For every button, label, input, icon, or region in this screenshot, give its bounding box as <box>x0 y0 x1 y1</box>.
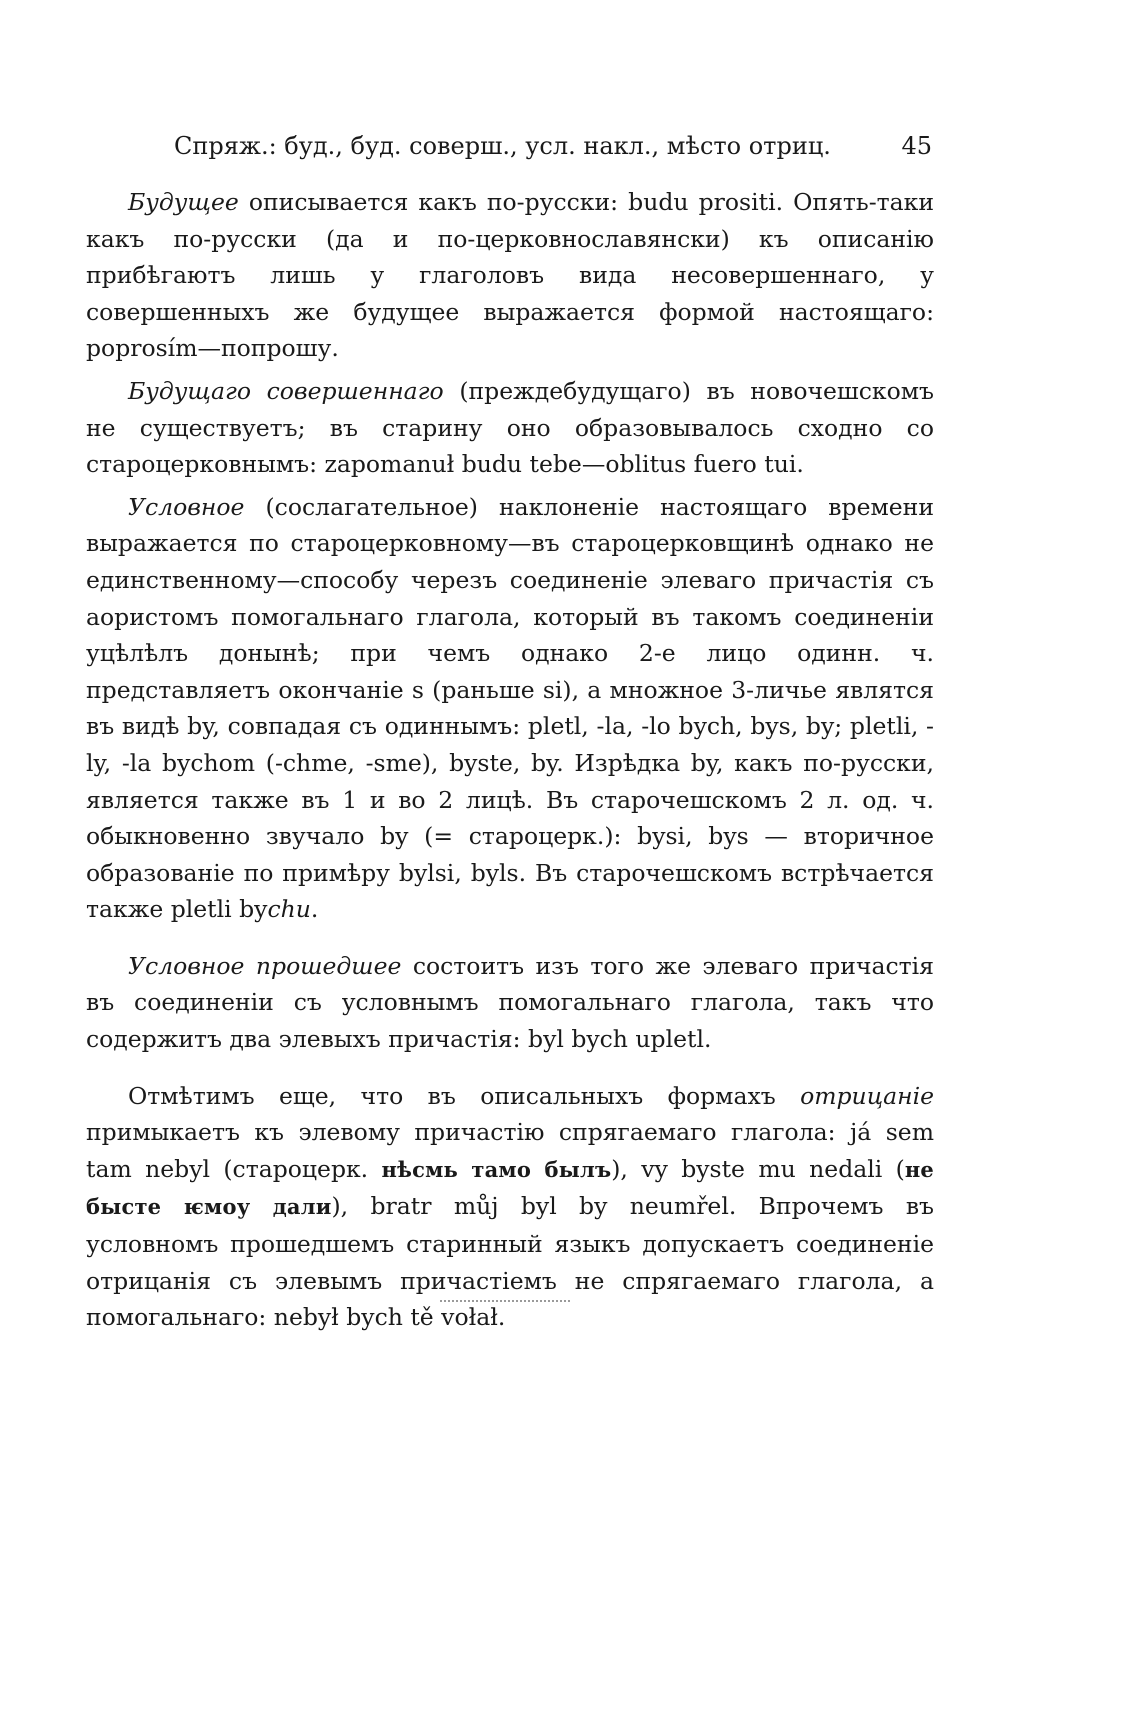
end-ornament <box>440 1300 570 1302</box>
paragraph-future-perfect <box>86 373 934 483</box>
church-slavonic-example-2: не бысте ѥмоу дали <box>86 1156 934 1220</box>
term-negation: отрицаніе <box>800 1081 934 1110</box>
paragraph-text-3: ), bratr můj byl by neumřel. Впрочемъ въ условномъ прошедшемъ старинный языкъ допускаетъ соединеніе отрицанія съ элевымъ причастіемъ не спрягаемаго глагола, а помогальнаго: nebył bych tě vołał. <box>86 1192 934 1332</box>
paragraph-text: состоитъ изъ того же элеваго причастія въ соединеніи съ условнымъ помогальнаго глагола, такъ что содержитъ два элевыхъ причастія: byl bych upletl. <box>86 951 934 1054</box>
term-conditional: Условное <box>128 492 245 521</box>
paragraph-conditional <box>86 489 934 928</box>
paragraph-intro: Отмѣтимъ еще, что въ описальныхъ формахъ <box>128 1081 801 1110</box>
paragraph-text: примыкаетъ къ элевому причастію спрягаемаго глагола: já sem tam nebyl (староцерк. <box>86 1118 934 1183</box>
paragraph-end: . <box>310 895 319 924</box>
running-header <box>174 130 932 162</box>
term-conditional-past: Условное прошедшее <box>128 951 402 980</box>
paragraph-text: (сослагательное) наклоненіе настоящаго времени выражается по староцерковному—въ староцерковщинѣ однако не единственному—способу черезъ соединеніе элеваго причастія съ аористомъ помогальнаго глагола, который въ такомъ соединеніи уцѣлѣлъ донынѣ; при чемъ однако 2-е лицо одинн. ч. представляетъ окончаніе s (раньше si), а множное 3-личье являтся въ видѣ by, совпадая съ одиннымъ: pletl, -la, -lo bych, bys, by; pletli, -ly, -la bychom (-chme, -sme), byste, by. Изрѣдка by, какъ по-русски, является также въ 1 и во 2 лицѣ. Въ старочешскомъ 2 л. од. ч. обыкновенно звучало by (= староцерк.): bysi, bys — вторичное образованіе по примѣру bylsi, byls. Въ старочешскомъ встрѣчается также pletli by <box>86 492 934 924</box>
paragraph-future <box>86 184 934 367</box>
paragraph-text: описывается какъ по-русски: budu prositi. Опять-таки какъ по-русски (да и по-церковнославянски) къ описанію прибѣгаютъ лишь у глаголовъ вида несовершеннаго, у совершенныхъ же будущее выражается формой настоящаго: poprosím—попрошу. <box>86 188 934 363</box>
paragraph-conditional-past <box>86 948 934 1058</box>
term-future-perfect: Будущаго совершеннаго <box>128 376 444 405</box>
paragraph-text: (преждебудущаго) въ новочешскомъ не существуетъ; въ старину оно образовывалось сходно со староцерковнымъ: zapomanuł budu tebe—oblitus fuero tui. <box>86 376 934 479</box>
term-future: Будущее <box>128 188 239 216</box>
page-body <box>86 184 934 1336</box>
page-number: 45 <box>901 132 932 160</box>
paragraph-negation <box>86 1078 934 1336</box>
paragraph-text-2: ), vy byste mu nedali ( <box>611 1154 905 1183</box>
running-title: Спряж.: буд., буд. соверш., усл. накл., мѣсто отриц. <box>174 132 831 160</box>
italic-ending: chu <box>267 895 311 924</box>
church-slavonic-example: нѣсмь тамо былъ <box>381 1156 612 1182</box>
